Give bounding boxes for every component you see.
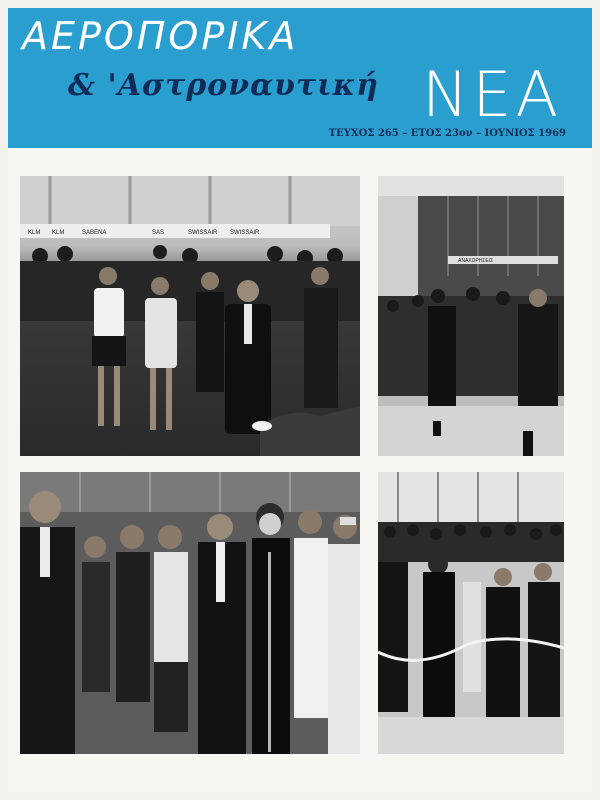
magazine-title-nea: ΝΕΑ (422, 58, 562, 131)
photo-ribbon-cutting (378, 472, 564, 754)
issue-info: ΤΕΥΧΟΣ 265 – ΕΤΟΣ 23ον – ΙΟΥΝΙΟΣ 1969 (328, 128, 566, 139)
masthead (8, 8, 592, 148)
airline-sign: SWISSAIR (230, 230, 260, 236)
photo-terminal-entrance (378, 176, 564, 456)
magazine-title: ΑΕΡΟΠΟΡΙΚΑ (22, 14, 299, 58)
airline-sign: SAS (152, 230, 165, 236)
magazine-subtitle: & 'Αστροναυτική (68, 68, 379, 103)
airline-sign: KLM (28, 230, 41, 236)
departures-sign: ΑΝΑΧΩΡΗΣΕΙΣ (458, 258, 494, 264)
photo-terminal-crowd (20, 176, 360, 456)
photo-group-hostesses (20, 472, 360, 754)
airline-sign: SABENA (82, 230, 107, 236)
airline-sign: KLM (52, 230, 65, 236)
airline-sign: SWISSAIR (188, 230, 218, 236)
magazine-cover (8, 8, 592, 792)
